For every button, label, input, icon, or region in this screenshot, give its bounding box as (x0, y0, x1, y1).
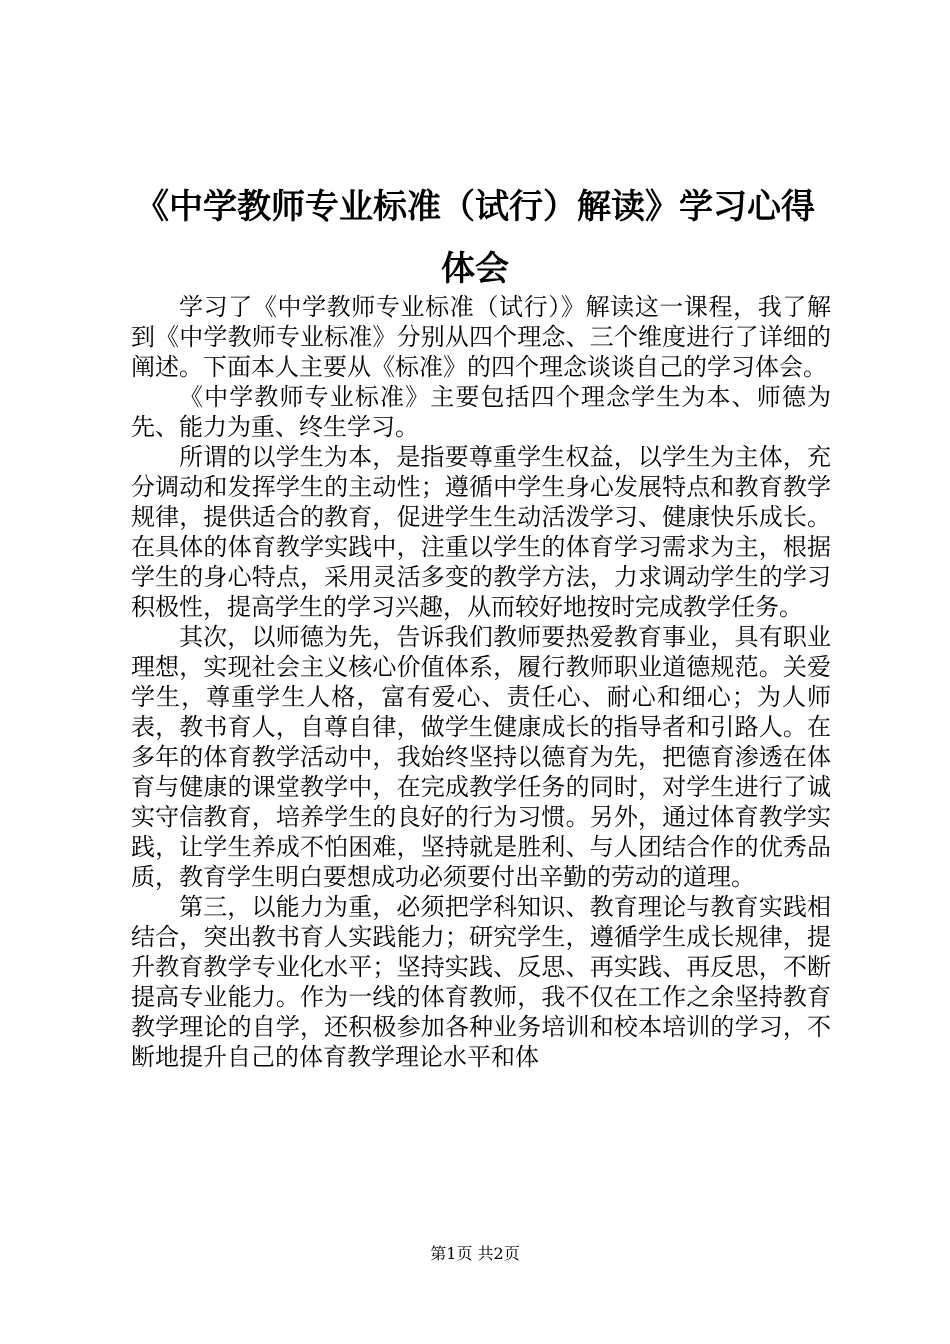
paragraph-ability-focus: 第三，以能力为重，必须把学科知识、教育理论与教育实践相结合，突出教书育人实践能力；研究学生，遵循学生成长规律，提升教育教学专业化水平；坚持实践、反思、再实践、再反思，不断提高专业能力。作为一线的体育教师，我不仅在工作之余坚持教育教学理论的自学，还积极参加各种业务培训和校本培训的学习，不断地提升自己的体育教学理论水平和体 (131, 893, 831, 1071)
page-footer: 第1页 共2页 (430, 1244, 520, 1263)
document-title: 《中学教师专业标准（试行）解读》学习心得体会 (135, 187, 815, 289)
paragraph-student-centered: 所谓的以学生为本，是指要尊重学生权益，以学生为主体，充分调动和发挥学生的主动性；遵循中学生身心发展特点和教育教学规律，提供适合的教育，促进学生生动活泼学习、健康快乐成长。在具体的体育教学实践中，注重以学生的体育学习需求为主，根据学生的身心特点，采用灵活多变的教学方法，力求调动学生的学习积极性，提高学生的学习兴趣，从而较好地按时完成教学任务。 (131, 443, 831, 621)
paragraph-four-ideas: 《中学教师专业标准》主要包括四个理念学生为本、师德为先、能力为重、终生学习。 (131, 383, 831, 441)
paragraph-ethics-first: 其次，以师德为先，告诉我们教师要热爱教育事业，具有职业理想，实现社会主义核心价值体系，履行教师职业道德规范。关爱学生，尊重学生人格，富有爱心、责任心、耐心和细心；为人师表，教书育人，自尊自律，做学生健康成长的指导者和引路人。在多年的体育教学活动中，我始终坚持以德育为先，把德育渗透在体育与健康的课堂教学中，在完成教学任务的同时，对学生进行了诚实守信教育，培养学生的良好的行为习惯。另外，通过体育教学实践，让学生养成不怕困难，坚持就是胜利、与人团结合作的优秀品质，教育学生明白要想成功必须要付出辛勤的劳动的道理。 (131, 623, 831, 891)
document-body (131, 292, 831, 1072)
paragraph-intro: 学习了《中学教师专业标准（试行）》解读这一课程，我了解到《中学教师专业标准》分别从四个理念、三个维度进行了详细的阐述。下面本人主要从《标准》的四个理念谈谈自己的学习体会。 (131, 293, 831, 381)
